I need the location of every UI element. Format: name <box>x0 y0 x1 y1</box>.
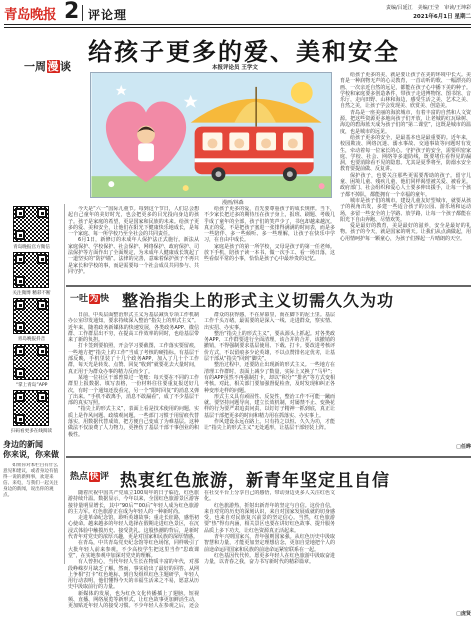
paragraph: 青岛是一座美丽的海滨城市，有着丰富的自然和人文资源。把这些资源更多地向孩子们开放，让老城的红瓦绿树、海边的碧海蓝天成为孩子们的“第二课堂”，这既是城市的温度，也是城市的远见。 <box>340 109 471 135</box>
editorial-cartoon <box>90 72 332 198</box>
paragraph: 城市是孩子们的城市。建设儿童友好型城市，就要从孩子的视角出发，多建一些适合孩子的公园、游乐场和运动场，多留一些安全的上学路、放学路，让每一个孩子都能在阳光下自由奔跑、尽情欢笑。 <box>340 197 471 223</box>
paragraph: “指尖上的形式主义”，表面上看是技术使用的问题，实质上是作风问题、政绩观问题。一些部门习惯于用留痕代替落实，用数据代替成效，把方便自己变成了为难基层。这种做法不仅浪费了人力物力，更挫伤了基层干部干事创业的积极性。 <box>68 406 199 438</box>
paragraph: 有人曾担心，当代年轻人生长在物质丰富的年代，对那段峥嵘岁月缺乏了解。然而，事实给出了最好的回答。从网上争相“打卡”红色地标，到自发组织红色主题研学，年轻人用行动表明，他们懂得今天的幸福生活来之不易，愿意从历史中汲取前行的力量。 <box>68 559 199 591</box>
qr-code-icon <box>13 344 49 380</box>
paragraph: 爱是最好的教育，美是最好的滋养，安全是最好的礼物。孩子的今天，就是国家的明天。让我们从点滴做起，用心用情呵护每一颗童心，为孩子们撑起一片晴朗的天空。 <box>340 223 471 242</box>
lead-headline: 给孩子更多的爱、美和安全 <box>88 38 400 66</box>
paragraph: 作风建设永远在路上。只有持之以恒、久久为功，才能让“指尖上的形式主义”无处遁形，让基层干部轻装上阵。 <box>204 419 335 432</box>
child-body <box>138 143 154 161</box>
section3-author: □庞贤 <box>456 611 471 617</box>
masthead-rule-thin <box>4 27 471 28</box>
promo-title-line-2: 你来说，你来做 <box>3 450 59 459</box>
reader-promo-text <box>3 463 61 563</box>
paragraph: 给孩子更多的美，就是要让孩子在美的环境中长大。美育是一种润物无声的心灵教育，一首动听的歌、一幅漂亮的画、一次亲近自然的远足，都能在孩子心中播下美的种子。学校和家庭要多创造条件，带孩子走进博物馆、图书馆、音乐厅，走向田野、山林和海边，感受生活之美、艺术之美、自然之美，让孩子学会发现美、欣赏美、创造美。 <box>340 72 471 110</box>
editor-credits: 责编/吕延江 美编/王莹 审读/王坤彩 <box>385 5 471 11</box>
sun <box>291 82 313 104</box>
qr-finder <box>15 300 25 310</box>
paragraph: 青年兴则国家兴，青年强则国家强。从红色历史中汲取智慧和力量，才能更加坚定理想信念，更加自觉地把个人的前途命运同国家和民族的前途命运紧密联系在一起。 <box>204 534 335 553</box>
paragraph: 随着庆祝中国共产党成立100周年的日子临近，红色旅游持续升温。数据显示，今年以来，全国红色旅游景区游客接待量明显增长，其中“90后”“00后”年轻人成为红色旅游的主力军。红色旅游正在成为年轻人的一种新时尚。 <box>68 490 199 515</box>
column-label-accent: 漫 <box>47 60 59 73</box>
paragraph: 6月1日，新修订的未成年人保护法正式施行。新法从家庭保护、学校保护、社会保护、网络保护、政府保护、司法保护等方面作出了全面规定，为未成年人健康成长筑起了一道坚实的“防护墙”。法律的完善，意味着保护孩子不再只是家长和学校的事，而是需要每一个社会成员共同参与、共同守护。 <box>68 237 199 275</box>
child-face <box>208 138 218 148</box>
paragraph: 保护孩子，也要关注那些更需要帮助的孩子。留守儿童、困境儿童、残疾儿童，他们同样渴望被关爱、被看见。政府部门、社会组织和爱心人士要多伸出援手，让每一个孩子都不掉队，都能拥有一个幸福的童年。 <box>340 172 471 198</box>
paragraph: 某地一位社区干部曾算过一笔账：每天要在不同的工作群里上报数据、填写表格，一份材料往往要重复报送好几次，有时一个通知还没看完，另一个“限时回复”的消息又弹了出来。“手机不敢离手，消息不敢漏看”，成了不少基层干部的真实写照。 <box>68 374 199 407</box>
issue-date: 2021年6月1日 星期二 <box>413 14 471 20</box>
reader-promo-title <box>3 440 63 460</box>
paragraph: 家庭是孩子的第一所学校，父母是孩子的第一任老师。放下手机，陪孩子读一本书、做一次手工、看一场日落，这些看似平常的小事，恰恰是孩子心中最珍贵的记忆。 <box>204 243 335 263</box>
column-label-weekly-talk <box>24 58 71 74</box>
section-divider <box>66 456 471 458</box>
paragraph: 打卡签到要拍照，开会学习要截图，工作落实要留痕，一些地方把“指尖上的工作”当成了考核的硬指标。有基层干部反映，手机里装了十几个政务APP，加入了几十个工作群，每天光是转发、点赞、回复“收到”就要花去大量时间，真正用于为群众办事的精力反而少了。 <box>68 343 199 375</box>
paragraph: 新媒体的发展，也为红色文化传播插上了翅膀。短视频、直播、网络展览等新形式，让红色故事更加鲜活生动，更加贴近年轻人的接受习惯。不少年轻人在参观之后，还会在社交平台上分享自己的感悟，带动身边更多人关注红色文化。 <box>68 490 335 610</box>
bus-hubcap <box>215 171 221 177</box>
paragraph: 红色旅游热，折射出新青年的坚定与自信。这份自信，来自对党的历史的深刻认识，来自对国家发展成就的切身感受，也来自对民族复兴前景的坚定信心。当然，红色旅游要“热”得有内涵，相关景区也要在讲好红色故事、提升服务品质上多下功夫，让红色资源真正活起来。 <box>204 502 335 534</box>
column-label-suffix: 快 <box>100 294 110 304</box>
qr-finder <box>15 346 25 356</box>
column-label-accent: 为 <box>89 294 99 304</box>
masthead-rule <box>4 24 471 25</box>
paragraph: 日前，中央层面整治形式主义为基层减负专项工作机制办公室印发通知，要求持续深入整治“指尖上的形式主义”。近年来，随着政务新媒体的快速发展，各类政务APP、微信群、工作群层出不穷，在提高工作效率的同时，也给基层带来了新的负担。 <box>68 312 199 344</box>
bus-hubcap <box>287 171 293 177</box>
section3-headline: 热衷红色旅游，新青年坚定且自信 <box>120 471 390 491</box>
paragraph: 形式主义具有顽固性、反复性，整治工作不可能一蹴而就。要坚持问题导向，建立长效机制，对屡禁不止、变换花样的行为要严肃追责问责，以钉钉子精神一抓到底，真正让基层干部把更多的时间和精力用在抓落实、办实事上。 <box>204 393 335 419</box>
lead-article-body-right <box>340 72 471 282</box>
bus-stripe <box>195 158 314 162</box>
masthead-divider <box>82 5 83 21</box>
qr-finder <box>37 392 47 402</box>
paragraph: 整治过程中，还要防止出现新的形式主义。一些地方在清理工作群时，表面上减少了数量，实际上又换了“马甲”；有的APP虽然不再强制打卡，却以“积分”“排名”等方式变相考核。对此，相关部门要加强督促检查，及时发现和纠正各种变形走样的问题。 <box>204 362 335 394</box>
qr-finder <box>37 208 47 218</box>
qr-label: 扫码看更多在线阅读 <box>10 429 53 434</box>
paragraph: 今天是“六一”国际儿童节。每到这个节日，人们总会想起自己童年的美好时光，也会把更多的目光投向身边的孩子。孩子是家庭的希望，更是国家和民族的未来。给孩子更多的爱、美和安全，让他们在阳光下健康快乐地成长，是每一个家庭、每一所学校乃至全社会的共同责任。 <box>68 206 199 238</box>
children-day-cartoon <box>91 73 332 198</box>
column-label-speak-out <box>70 291 109 304</box>
paragraph: 给孩子更多的安全，是最基本也是最重要的。近年来，校园欺凌、网络沉迷、溺水事故、交通事故等问题时有发生，牵动着每一位家长的心。守护孩子的安全，需要织密家庭、学校、社会、网络等多道防线，既要堵住看得见的漏洞，也要消除看不见的隐患。尤其是夏季将至，防溺水安全教育要提前做、反复讲。 <box>340 134 471 173</box>
qr-label: “掌上青岛”APP <box>15 383 48 388</box>
qr-code-icon <box>13 298 49 334</box>
column-label-prefix: 热点 <box>70 472 89 482</box>
column-label-accent: 快 <box>89 472 99 482</box>
paragraph: 给孩子更多的爱，首先要尊重孩子的成长规律。当下，不少家长把过多的期待压在孩子身上，报班、刷题、考级几乎成了童年的全部，孩子们的笑声少了，书包却越来越沉。真正的爱，不是把孩子塞进一张排得满满的时间表，而是多一些陪伴、多一些倾听、多一些理解，让孩子在快乐中学习，在自由中成长。 <box>204 206 335 244</box>
grass <box>91 176 331 198</box>
newspaper-logo: 青岛晚报 <box>4 7 56 23</box>
section2-headline: 整治指尖上的形式主义切需久久为功 <box>122 291 395 310</box>
paragraph: 走进革命纪念馆，聆听英雄故事；重走长征路，感悟初心使命。越来越多的年轻人选择在假期走进红色景区，在沉浸式体验中触摸历史、接受洗礼。这股热潮的背后，是新时代青年对党史的浓厚兴趣，更是对国家和民族的深厚情感。 <box>68 515 199 541</box>
qr-finder <box>15 276 25 286</box>
qr-finder <box>15 368 25 378</box>
section2-body <box>68 312 471 450</box>
qr-finder <box>37 346 47 356</box>
section-divider <box>66 285 471 287</box>
column-label-suffix: 谈 <box>60 60 71 73</box>
qr-finder <box>37 300 47 310</box>
section3-body <box>68 490 471 616</box>
qr-label: 青岛晚报抖音 <box>17 337 46 342</box>
flower <box>183 185 189 191</box>
flower <box>319 183 325 189</box>
column-label-prefix: 一吐 <box>70 294 89 304</box>
sidebar-divider <box>64 204 65 564</box>
qr-label: 青岛晚报官方微信 <box>13 245 50 250</box>
lead-article-body <box>68 206 335 282</box>
qr-code-icon <box>13 252 49 288</box>
qr-finder <box>15 392 25 402</box>
column-label-suffix: 评 <box>100 472 110 482</box>
child-face <box>234 138 244 148</box>
flower <box>108 181 114 187</box>
cartoon-credit: 漫画/林森 <box>222 200 244 206</box>
section-title: 评论理 <box>88 8 128 22</box>
section2-author: □任晔 <box>456 444 471 450</box>
qr-label: 关注微博 精彩不断 <box>12 291 51 296</box>
paragraph: 红色基因代代传。愿更多年轻人在红色旅游中汲取奋进力量，以青春之我，奋力书写新时代的精彩篇章。 <box>204 552 335 566</box>
qr-finder <box>15 254 25 264</box>
child-face <box>288 138 298 148</box>
paragraph: 在青岛，中共青岛党史纪念馆等红色场馆，同样吸引了大批年轻人前来参观。不少高校学生把这里当作“思政课堂”，在实地参观中加深对党史的理解。 <box>68 540 199 559</box>
paragraph: 如果你对本栏目有什么意见和建议，或者身边有值得一说的新鲜事，欢迎来信、来电，与我们一起关注身边的新闻，说出你的观点。 <box>3 463 59 498</box>
page-number: 2 <box>64 0 80 24</box>
promo-title-line-1: 身边的新闻 <box>3 440 43 449</box>
column-label-hot-topic <box>70 469 109 482</box>
lead-byline: 本报评论员 王学文 <box>212 65 258 71</box>
qr-code-icon <box>13 390 49 426</box>
column-label-prefix: 一周 <box>24 60 46 73</box>
child-face <box>261 138 271 148</box>
qr-finder <box>37 254 47 264</box>
qr-finder <box>15 322 25 332</box>
paragraph: 整治“指尖上的形式主义”，要从源头上抓起。对各类政务APP、工作群要进行全面清理，该合并的合并，该撤销的撤销，不得强制要求基层使用、下载、打卡。要改进考核评价方式，不以留痕多少论英雄，不以点赞排名定优劣，让基层干部从“指尖”回到“脚尖”。 <box>204 330 335 363</box>
qr-finder <box>15 414 25 424</box>
qr-code-icon <box>13 206 49 242</box>
paragraph: 群众的获得感，不在屏幕里，而在脚下的泥土里。基层工作千头万绪，最需要的是深入一线、走进群众，察实情、出实招、办实事。 <box>204 312 335 331</box>
qr-finder <box>15 230 25 240</box>
qr-finder <box>15 208 25 218</box>
